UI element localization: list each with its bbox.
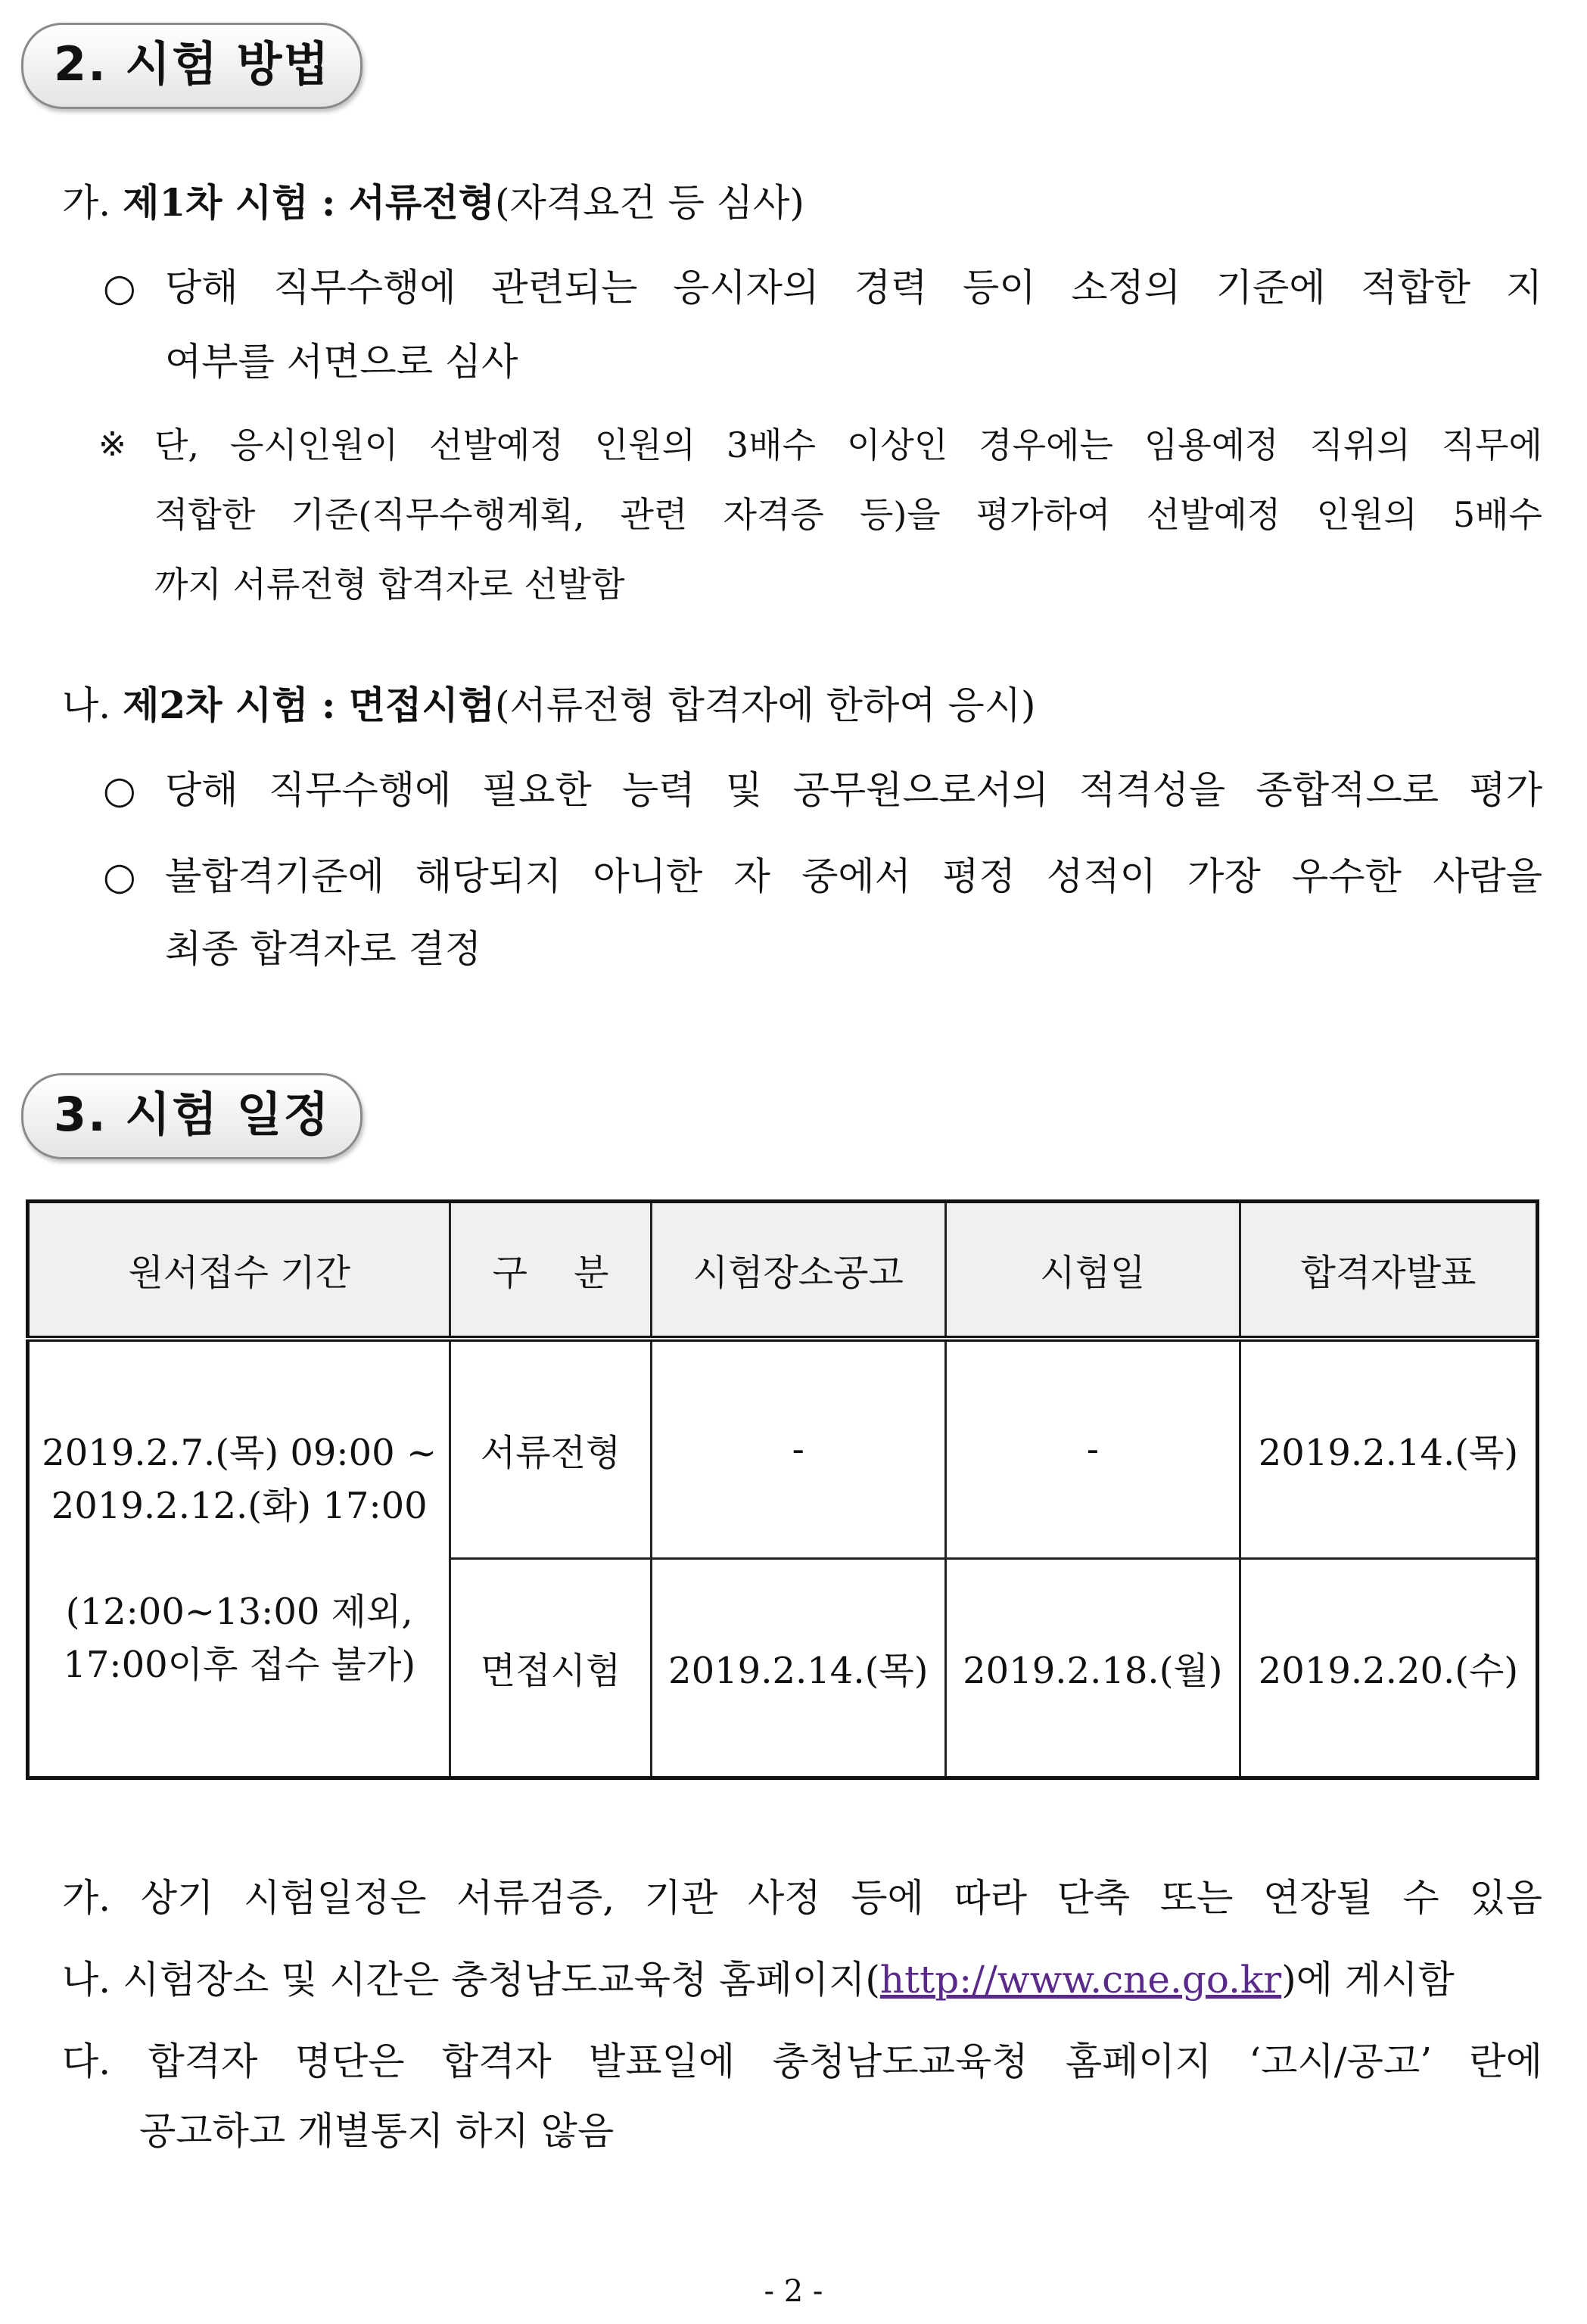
note-line-2: 적합한 기준(직무수행계획, 관련 자격증 등)을 평가하여 선발예정 인원의 5배수 [154,494,1542,535]
page-number: - 2 - [764,2274,823,2309]
ga-bullet-line-1: 당해 직무수행에 관련되는 응시자의 경력 등이 소정의 기준에 적합한 지 [165,266,1542,310]
header-place-notice: 시험장소공고 [651,1202,945,1339]
header-result: 합격자발표 [1240,1202,1537,1339]
schedule-note-da-line-1: 다. 합격자 명단은 합격자 발표일에 충청남도교육청 홈페이지 ‘고시/공고’ 란에 [62,2039,1542,2083]
note-reference-icon: ※ [98,425,126,464]
row2-place: 2019.2.14.(목) [651,1558,945,1778]
homepage-link[interactable]: http://www.cne.go.kr [879,1958,1282,2002]
row2-date: 2019.2.18.(월) [945,1558,1240,1778]
period-line-4: 17:00이후 접수 불가) [63,1643,416,1686]
header-exam-date: 시험일 [945,1202,1240,1339]
schedule-note-da-line-2: 공고하고 개별통지 하지 않음 [139,2109,615,2153]
na-bullet-1: 당해 직무수행에 필요한 능력 및 공무원으로서의 적격성을 종합적으로 평가 [165,768,1542,812]
schedule-table [26,1199,1539,1780]
item-na-rest: (서류전형 합격자에 한하여 응시) [494,683,1036,727]
schedule-note-na [62,1955,1455,2004]
schedule-note-ga: 가. 상기 시험일정은 서류검증, 기관 사정 등에 따라 단축 또는 연장될 수 있음 [62,1876,1542,1920]
item-ga-heading [62,179,804,227]
item-na-bold: 제2차 시험 : 면접시험 [123,683,495,727]
item-ga-rest: (자격요건 등 심사) [494,181,804,225]
section-3-title: 3. 시험 일정 [21,1073,363,1159]
na-bullet-2-line-1: 불합격기준에 해당되지 아니한 자 중에서 평정 성적이 가장 우수한 사람을 [165,854,1542,898]
row1-date: - [945,1339,1240,1558]
item-na-prefix: 나. [62,683,123,727]
bullet-circle-icon: ○ [103,768,136,812]
period-line-2: 2019.2.12.(화) 17:00 [51,1484,428,1527]
note-line-1: 단, 응시인원이 선발예정 인원의 3배수 이상인 경우에는 임용예정 직위의 직무에 [154,425,1542,465]
row1-result: 2019.2.14.(목) [1240,1339,1537,1558]
note-line-3: 까지 서류전형 합격자로 선발함 [154,564,625,605]
period-line-1: 2019.2.7.(목) 09:00 ~ [42,1431,437,1474]
item-ga-bold: 제1차 시험 : 서류전형 [123,180,495,225]
table-header-row [28,1202,1538,1339]
row2-result: 2019.2.20.(수) [1240,1558,1537,1778]
schedule-note-na-post: )에 게시함 [1281,1958,1455,2002]
item-ga-prefix: 가. [62,181,123,225]
na-bullet-2-line-2: 최종 합격자로 결정 [165,927,482,971]
section-2-title: 2. 시험 방법 [21,23,363,109]
schedule-note-na-pre: 나. 시험장소 및 시간은 충청남도교육청 홈페이지( [62,1958,880,2002]
period-line-3: (12:00~13:00 제외, [65,1590,413,1633]
period-cell [28,1339,450,1778]
header-type: 구 분 [450,1202,651,1339]
row2-type: 면접시험 [450,1558,651,1778]
bullet-circle-icon: ○ [103,854,136,898]
table-row [28,1339,1538,1558]
row1-type: 서류전형 [450,1339,651,1558]
row1-place: - [651,1339,945,1558]
ga-bullet-line-2: 여부를 서면으로 심사 [165,340,518,384]
bullet-circle-icon: ○ [103,266,136,310]
item-na-heading [62,681,1036,730]
header-period: 원서접수 기간 [28,1202,450,1339]
